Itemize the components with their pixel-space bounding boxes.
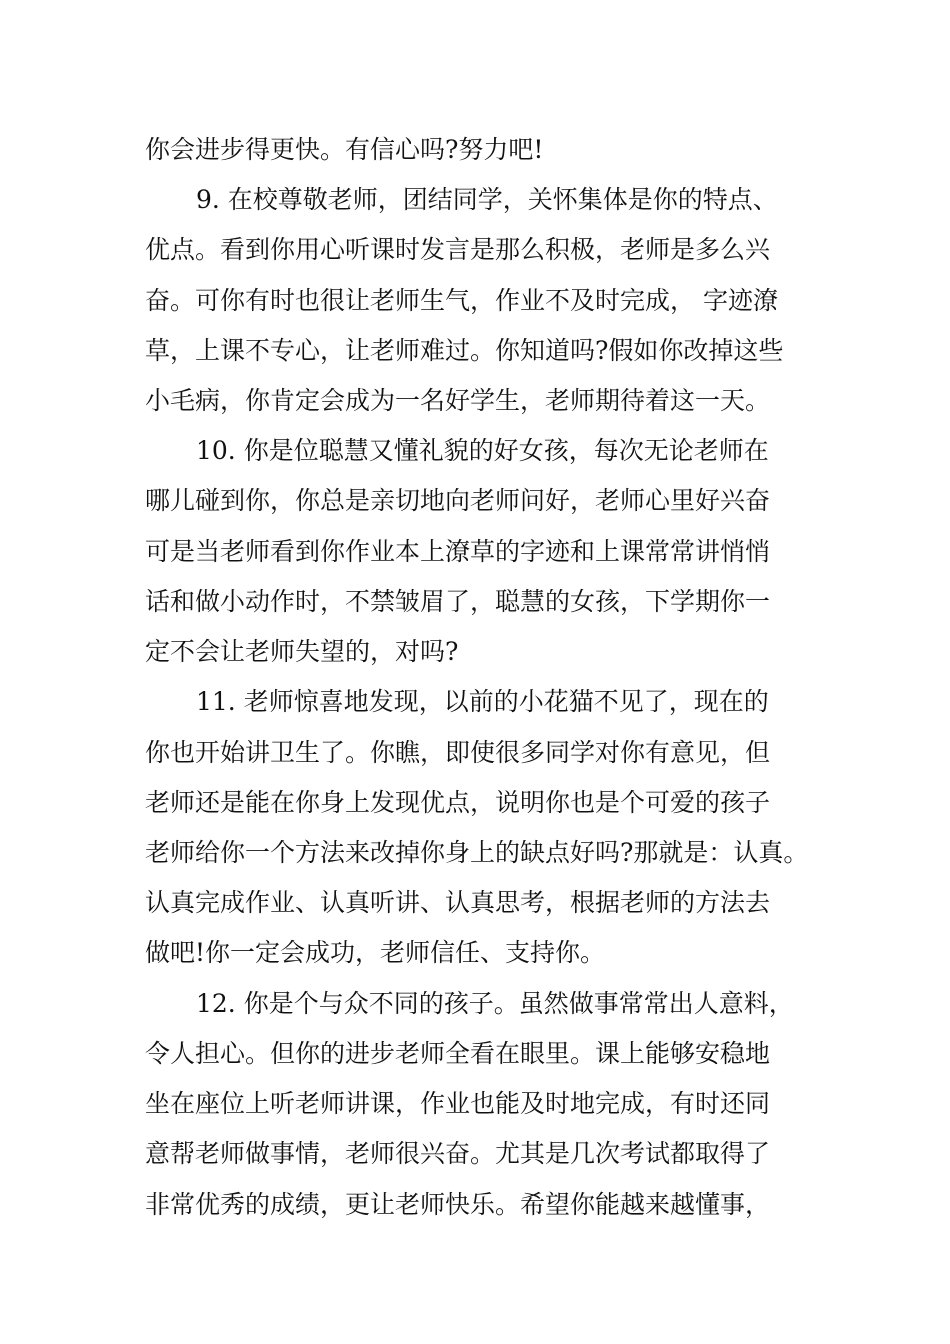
text-line: 你也开始讲卫生了。你瞧，即使很多同学对你有意见，但 — [145, 738, 771, 767]
paragraph-11-start: 11. 老师惊喜地发现，以前的小花猫不见了，现在的 — [196, 687, 769, 716]
paragraph-10-start: 10. 你是位聪慧又懂礼貌的好女孩，每次无论老师在 — [196, 436, 769, 465]
paragraph-9-start: 9. 在校尊敬老师，团结同学，关怀集体是你的特点、 — [196, 185, 778, 214]
text-line: 哪儿碰到你，你总是亲切地向老师问好，老师心里好兴奋 — [145, 486, 771, 515]
text-line: 认真完成作业、认真听讲、认真思考，根据老师的方法去 — [145, 888, 771, 917]
paragraph-12-start: 12. 你是个与众不同的孩子。虽然做事常常出人意料， — [196, 989, 794, 1018]
text-line: 意帮老师做事情，老师很兴奋。尤其是几次考试都取得了 — [145, 1139, 771, 1168]
text-line: 话和做小动作时，不禁皱眉了，聪慧的女孩，下学期你一 — [145, 587, 771, 616]
text-line: 令人担心。但你的进步老师全看在眼里。课上能够安稳地 — [145, 1039, 771, 1068]
text-line: 草，上课不专心，让老师难过。你知道吗?假如你改掉这些 — [145, 336, 784, 365]
text-line: 定不会让老师失望的，对吗? — [145, 637, 459, 666]
text-line: 优点。看到你用心听课时发言是那么积极，老师是多么兴 — [145, 235, 771, 264]
text-line: 小毛病，你肯定会成为一名好学生，老师期待着这一天。 — [145, 386, 771, 415]
text-line: 老师给你一个方法来改掉你身上的缺点好吗?那就是：认真。 — [145, 838, 809, 867]
text-line: 做吧!你一定会成功，老师信任、支持你。 — [145, 938, 606, 967]
text-line: 坐在座位上听老师讲课，作业也能及时地完成，有时还同 — [145, 1089, 771, 1118]
text-line: 你会进步得更快。有信心吗?努力吧! — [145, 135, 544, 164]
text-line: 非常优秀的成绩，更让老师快乐。希望你能越来越懂事， — [145, 1190, 771, 1219]
text-line: 可是当老师看到你作业本上潦草的字迹和上课常常讲悄悄 — [145, 537, 771, 566]
text-line: 奋。可你有时也很让老师生气，作业不及时完成， 字迹潦 — [145, 286, 778, 315]
text-line: 老师还是能在你身上发现优点，说明你也是个可爱的孩子 — [145, 788, 771, 817]
